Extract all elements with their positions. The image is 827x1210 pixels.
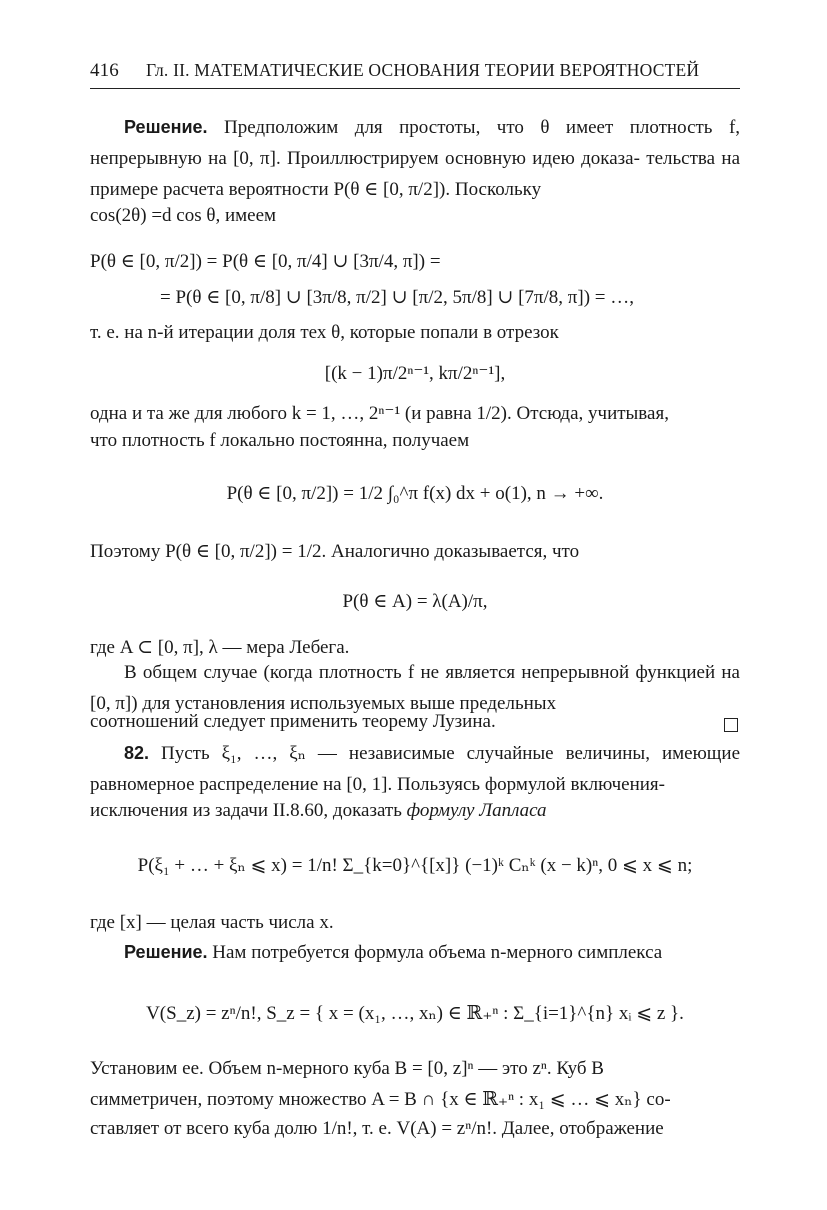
- text-line: Предположим для простоты, что θ имеет плотность: [224, 117, 713, 138]
- laplace-formula-term: формулу Лапласа: [406, 800, 547, 821]
- text-line: Поэтому P(θ ∈ [0, π/2]) = 1/2. Аналогично доказывается, что: [90, 541, 580, 562]
- text-line: одна и та же для любого k = 1, …, 2ⁿ⁻¹ (и равна 1/2). Отсюда, учитывая,: [90, 403, 669, 424]
- text-line: Установим ее. Объем n-мерного куба B = [0, z]ⁿ — это zⁿ. Куб B: [90, 1058, 604, 1079]
- equation-4: P(θ ∈ A) = λ(A)/π,: [342, 591, 488, 612]
- text-line: т. е. на n-й итерации доля тех θ, которые попали в отрезок: [90, 322, 559, 343]
- text-span: исключения из задачи II.8.60, доказать: [90, 800, 402, 821]
- solution-label: Решение.: [124, 942, 208, 962]
- text-line: равномерное распределение на [0, 1]. Пользуясь формулой включения-: [90, 774, 666, 795]
- qed-square-icon: [724, 718, 738, 732]
- running-title: Гл. II. МАТЕМАТИЧЕСКИЕ ОСНОВАНИЯ ТЕОРИИ ВЕРОЯТНОСТЕЙ: [146, 60, 700, 80]
- solution-paragraph-2: [124, 942, 662, 964]
- paragraph-general-case: [90, 657, 740, 719]
- equation-5: P(ξ₁ + … + ξₙ ⩽ x) = 1/n! Σ_{k=0}^{[x]} (−1)ᵏ Cₙᵏ (x − k)ⁿ, 0 ⩽ x ⩽ n;: [137, 855, 693, 876]
- text-line: где A ⊂ [0, π], λ — мера Лебега.: [90, 637, 350, 658]
- solution-paragraph-1: [90, 112, 740, 205]
- text-line: функцией на [0, π]) для установления используемых выше предельных: [90, 662, 740, 714]
- text-line: что плотность f локально постоянна, получаем: [90, 430, 470, 451]
- text-line: соотношений следует применить теорему Лузина.: [90, 711, 496, 732]
- text-line: cos(2θ) =d cos θ, имеем: [90, 205, 277, 226]
- text-line: ставляет от всего куба долю 1/n!, т. е. V(A) = zⁿ/n!. Далее, отображение: [90, 1118, 664, 1139]
- equation-6: V(S_z) = zⁿ/n!, S_z = { x = (x₁, …, xₙ) ∈ ℝ₊ⁿ : Σ_{i=1}^{n} xᵢ ⩽ z }.: [146, 1003, 684, 1024]
- problem-82-paragraph: [90, 738, 740, 800]
- solution-label: Решение.: [124, 117, 208, 137]
- running-header: [90, 58, 740, 89]
- text-line: [90, 800, 547, 822]
- equation-2: [(k − 1)π/2ⁿ⁻¹, kπ/2ⁿ⁻¹],: [324, 363, 506, 384]
- text-line: f, непрерывную на [0, π]. Проиллюстрируем основную идею доказа-: [90, 117, 741, 169]
- problem-number: 82.: [124, 743, 150, 763]
- text-line: где [x] — целая часть числа x.: [90, 912, 334, 933]
- text-line: В общем случае (когда плотность f не является непрерывной: [124, 662, 630, 683]
- text-span: Нам потребуется формула объема n-мерного симплекса: [212, 942, 663, 963]
- equation-3: P(θ ∈ [0, π/2]) = 1/2 ∫₀^π f(x) dx + o(1), n → +∞.: [226, 483, 604, 504]
- text-line: тельства на примере расчета вероятности P(θ ∈ [0, π/2]). Поскольку: [90, 148, 741, 200]
- text-line: симметричен, поэтому множество A = B ∩ {x ∈ ℝ₊ⁿ : x₁ ⩽ … ⩽ xₙ} со-: [90, 1089, 671, 1110]
- equation-1b: = P(θ ∈ [0, π/8] ∪ [3π/8, π/2] ∪ [π/2, 5π/8] ∪ [7π/8, π]) = …,: [160, 287, 635, 308]
- equation-1a: P(θ ∈ [0, π/2]) = P(θ ∈ [0, π/4] ∪ [3π/4, π]) =: [90, 251, 441, 272]
- page-number: 416: [90, 60, 119, 81]
- text-line: Пусть ξ₁, …, ξₙ — независимые случайные величины, имеющие: [161, 743, 740, 764]
